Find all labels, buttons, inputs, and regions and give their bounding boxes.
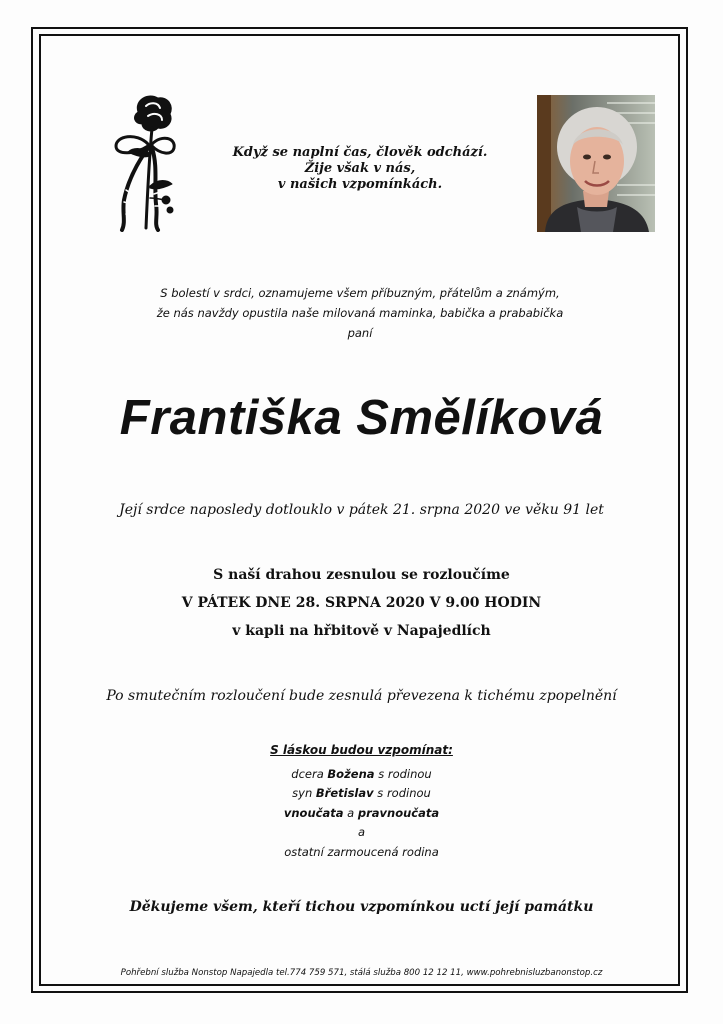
rose-with-ribbon-icon: [108, 90, 178, 232]
mourner-daughter: [160, 765, 563, 785]
mourner-suffix: s rodinou: [378, 766, 432, 781]
memorial-quote: [205, 145, 515, 193]
funeral-date: V PÁTEK DNE 28. SRPNA 2020 V 9.00 HODIN: [181, 595, 542, 611]
mourner-son: [160, 784, 563, 804]
mourner-name: Božena: [327, 766, 375, 781]
mourner-suffix: s rodinou: [377, 786, 431, 800]
quote-line: Žije však v nás,: [304, 161, 416, 176]
mourner-grandchildren: [160, 804, 563, 824]
mourners-heading: S láskou budou vzpomínat:: [270, 743, 453, 757]
funeral-location: v kapli na hřbitově v Napajedlích: [232, 623, 491, 639]
funeral-line: S naší drahou zesnulou se rozloučíme: [213, 567, 510, 583]
portrait-photo: [537, 95, 655, 232]
death-date-line: Její srdce naposledy dotlouklo v pátek 21. srpna 2020 ve věku 91 let: [119, 502, 604, 518]
intro-line: paní: [347, 326, 373, 340]
quote-line: v našich vzpomínkách.: [277, 177, 443, 192]
mourner-name: Břetislav: [315, 786, 374, 800]
mourners-list: [160, 741, 563, 862]
thanks-line: Děkujeme všem, kteří tichou vzpomínkou uctí její památku: [129, 899, 594, 915]
deceased-name: Františka Smělíková: [119, 391, 604, 445]
mourner-relation: syn: [292, 786, 313, 800]
mourner-others: ostatní zarmoucená rodina: [284, 844, 439, 859]
mourner-name: pravnoučata: [357, 805, 440, 820]
intro-line: že nás navždy opustila naše milovaná maminka, babička a prababička: [156, 306, 564, 320]
mourner-relation: dcera: [291, 766, 324, 781]
mourner-conjunction: a: [357, 825, 366, 839]
funeral-service-footer: Pohřební služba Nonstop Napajedla tel.774 759 571, stálá služba 800 12 12 11, www.pohrebnisluzbanonstop.cz: [120, 968, 603, 978]
mourner-conjunction: a: [347, 805, 355, 820]
funeral-details: [60, 561, 663, 645]
cremation-note: Po smutečním rozloučení bude zesnulá převezena k tichému zpopelnění: [106, 688, 617, 704]
intro-line: S bolestí v srdci, oznamujeme všem příbuzným, přátelům a známým,: [160, 286, 560, 300]
quote-line: Když se naplní čas, člověk odchází.: [232, 145, 488, 160]
announcement-intro: [120, 283, 600, 343]
mourner-name: vnoučata: [283, 805, 344, 820]
